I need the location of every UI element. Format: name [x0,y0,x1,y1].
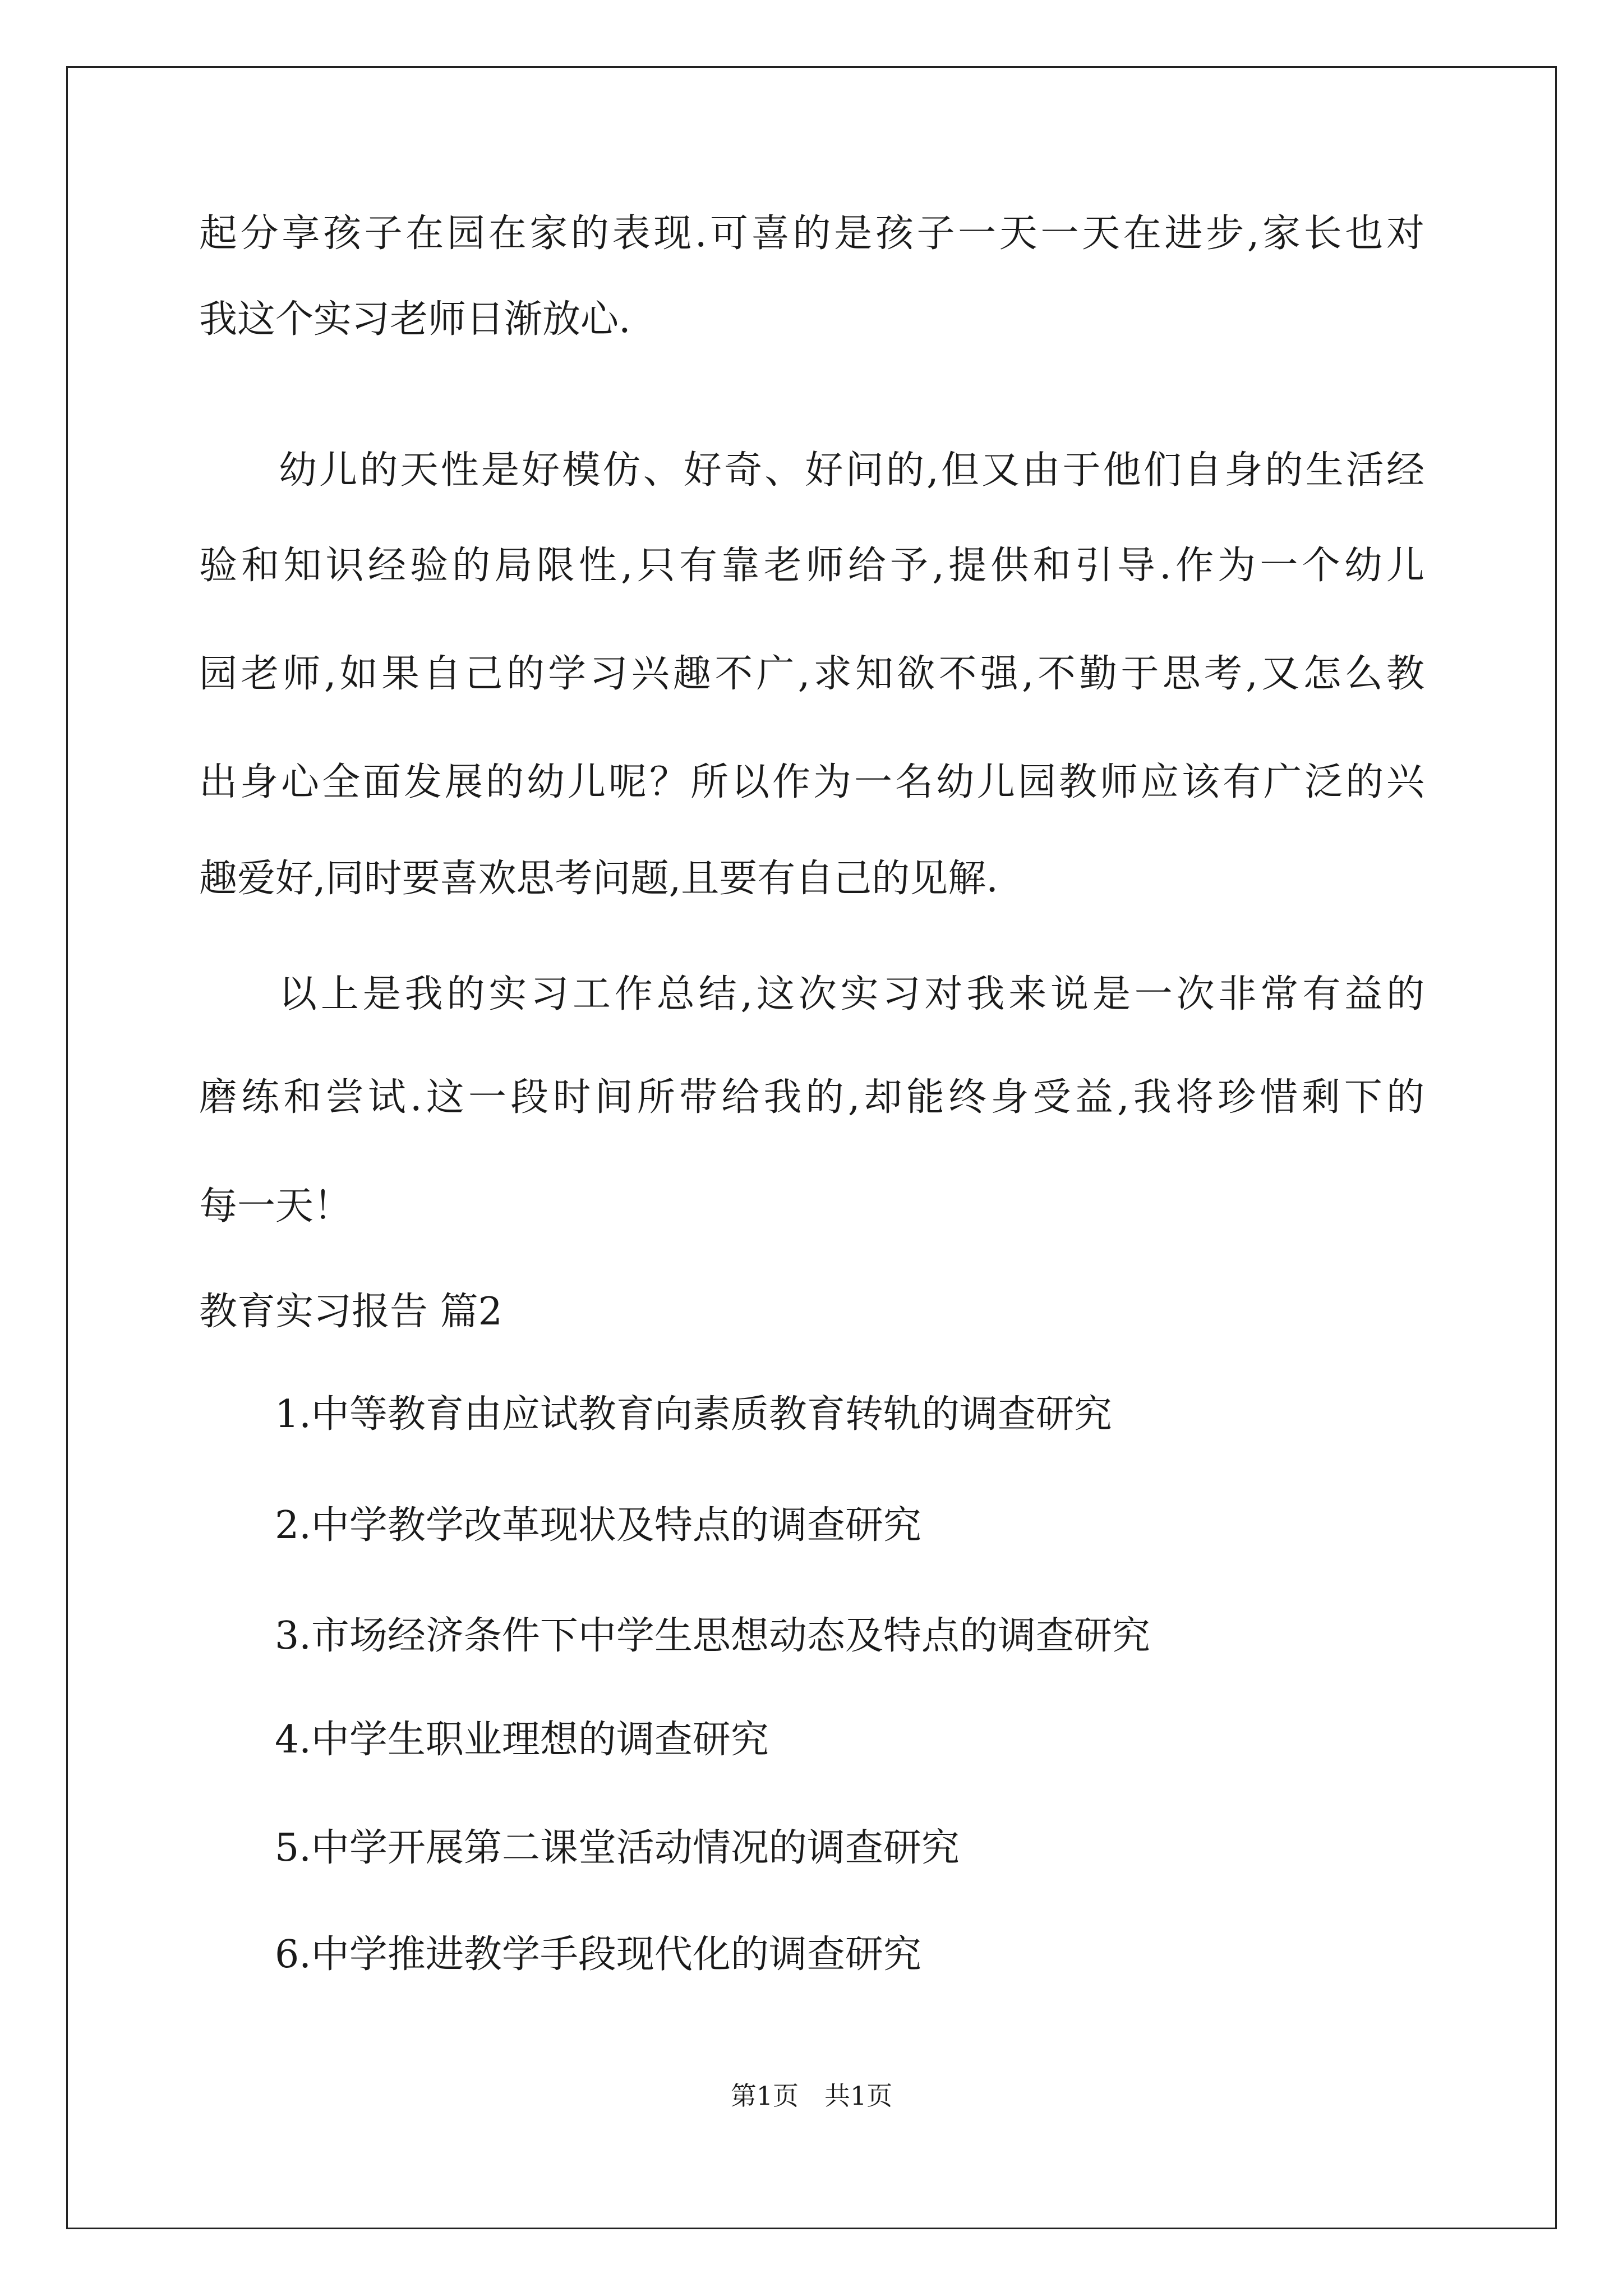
paragraph-1-line-1: 起分享孩子在园在家的表现.可喜的是孩子一天一天在进步,家长也对 [199,211,1424,256]
paragraph-2-line-3: 园老师,如果自己的学习兴趣不广,求知欲不强,不勤于思考,又怎么教 [199,652,1424,696]
list-item: 3.市场经济条件下中学生思想动态及特点的调查研究 [275,1614,1150,1658]
list-item: 4.中学生职业理想的调查研究 [275,1718,769,1762]
paragraph-2-line-4: 出身心全面发展的幼儿呢？所以作为一名幼儿园教师应该有广泛的兴 [199,760,1424,804]
paragraph-3-line-1: 以上是我的实习工作总结,这次实习对我来说是一次非常有益的 [279,972,1424,1016]
list-item: 5.中学开展第二课堂活动情况的调查研究 [275,1826,960,1870]
paragraph-2-line-2: 验和知识经验的局限性,只有靠老师给予,提供和引导.作为一个幼儿 [199,544,1424,588]
page-number-footer: 第1页 共1页 [730,2081,893,2111]
section-heading: 教育实习报告 篇2 [199,1290,502,1334]
paragraph-2-line-5: 趣爱好,同时要喜欢思考问题,且要有自己的见解. [199,857,998,901]
page-border [66,66,1557,2229]
paragraph-1-line-2: 我这个实习老师日渐放心. [199,297,631,342]
list-item: 1.中等教育由应试教育向素质教育转轨的调查研究 [275,1392,1112,1437]
list-item: 2.中学教学改革现状及特点的调查研究 [275,1503,921,1548]
paragraph-3-line-3: 每一天！ [199,1184,352,1228]
list-item: 6.中学推进教学手段现代化的调查研究 [275,1932,921,1977]
paragraph-2-line-1: 幼儿的天性是好模仿、好奇、好问的,但又由于他们自身的生活经 [279,448,1424,493]
paragraph-3-line-2: 磨练和尝试.这一段时间所带给我的,却能终身受益,我将珍惜剩下的 [199,1075,1424,1120]
